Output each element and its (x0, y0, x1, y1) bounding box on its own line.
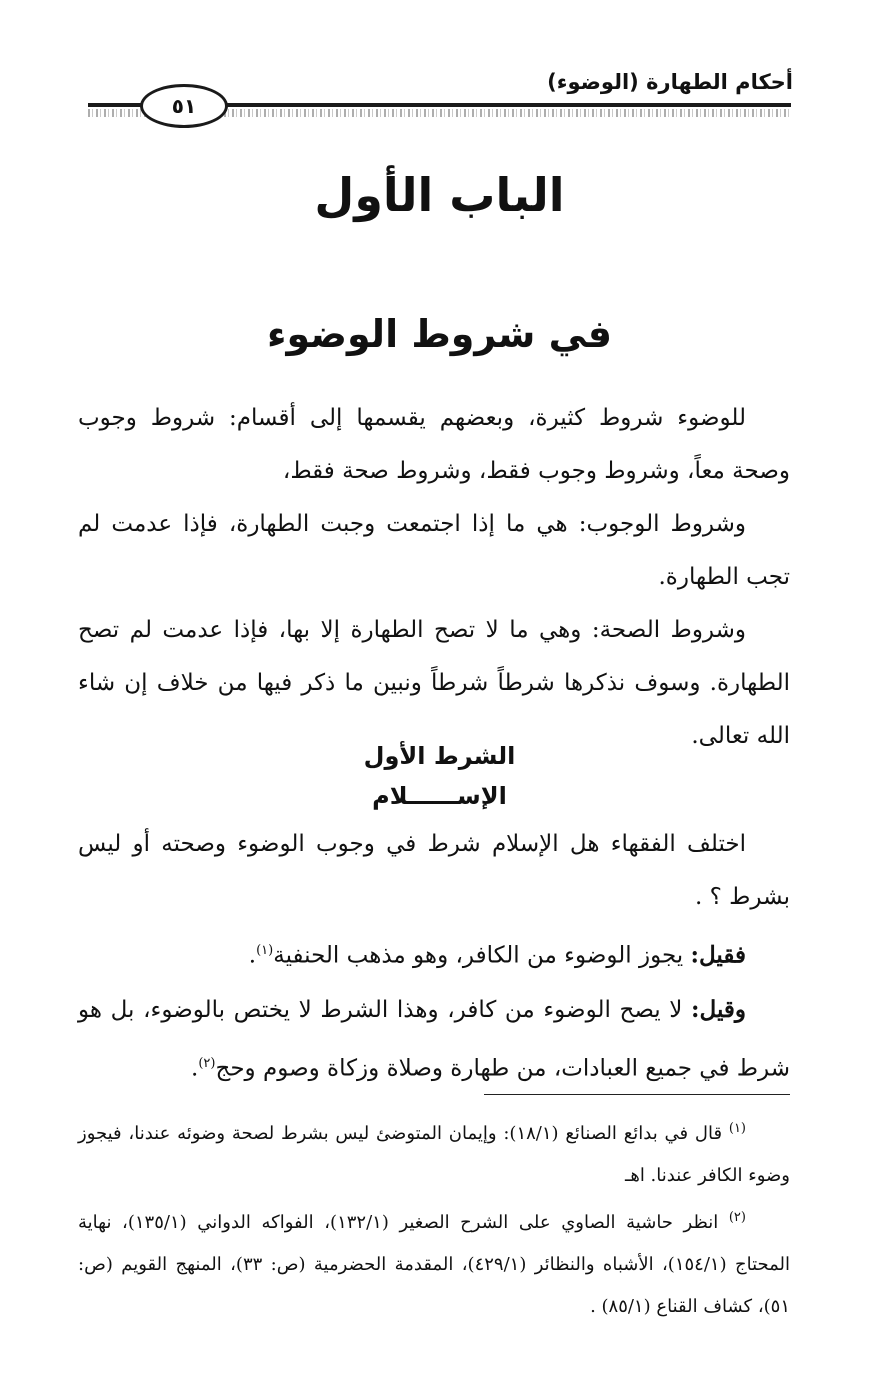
footnote-separator (484, 1094, 790, 1095)
sentence-end: . (191, 1055, 199, 1082)
paragraph (78, 983, 790, 1096)
footnote-ref: (٢) (198, 1055, 216, 1071)
page-number: ٥١ (140, 84, 228, 128)
footnote-ref: (١) (256, 943, 274, 958)
section-heading: الشرط الأول (363, 742, 516, 770)
chapter-title: الباب الأول (314, 168, 565, 222)
footnote-text: قال في بدائع الصنائع (١٨/١): وإيمان المتوضئ ليس بشرط لصحة وضوئه عندنا، فيجوز وضوء الكافر عندنا. اهـ (78, 1123, 790, 1186)
opinion-label: فقيل: (690, 941, 746, 969)
sentence-end: . (248, 942, 257, 969)
footnote-marker: (٢) (728, 1210, 746, 1225)
section-subheading: الإســــــلام (372, 782, 507, 810)
paragraph: للوضوء شروط كثيرة، وبعضهم يقسمها إلى أقسام: شروط وجوب وصحة معاً، وشروط وجوب فقط، وشروط صحة فقط، (78, 405, 790, 484)
opinion-label: وقيل: (691, 995, 746, 1023)
chapter-subtitle: في شروط الوضوء (267, 312, 612, 356)
footnote-marker: (١) (728, 1121, 746, 1136)
opinion-text: يجوز الوضوء من الكافر، وهو مذهب الحنفية (273, 942, 691, 969)
discussion-text (78, 818, 790, 1095)
footnote (78, 1197, 790, 1328)
paragraph: وشروط الوجوب: هي ما إذا اجتمعت وجبت الطهارة، فإذا عدمت لم تجب الطهارة. (78, 511, 790, 590)
paragraph: اختلف الفقهاء هل الإسلام شرط في وجوب الوضوء وصحته أو ليس بشرط ؟ . (78, 831, 790, 910)
paragraph (78, 924, 790, 983)
footnotes (78, 1108, 790, 1328)
paragraph: وشروط الصحة: وهي ما لا تصح الطهارة إلا بها، فإذا عدمت لم تصح الطهارة. وسوف نذكرها شرطاً شرطاً ونبين ما ذكر فيها من خلاف إن شاء الله تعالى. (78, 617, 790, 749)
opinion-text: لا يصح الوضوء من كافر، وهذا الشرط لا يختص بالوضوء، بل هو شرط في جميع العبادات، من طهارة وصلاة وزكاة وصوم وحج (78, 996, 790, 1082)
intro-text (78, 392, 790, 763)
footnote (78, 1108, 790, 1197)
footnote-text: انظر حاشية الصاوي على الشرح الصغير (١٣٢/١)، الفواكه الدواني (١٣٥/١)، نهاية المحتاج (١٥٤/١)، الأشباه والنظائر (٤٢٩/١)، المقدمة الحضرمية (ص: ٣٣)، المنهج القويم (ص: ٥١)، كشاف القناع (٨٥/١) . (78, 1212, 791, 1317)
running-title: أحكام الطهارة (الوضوء) (547, 70, 793, 94)
